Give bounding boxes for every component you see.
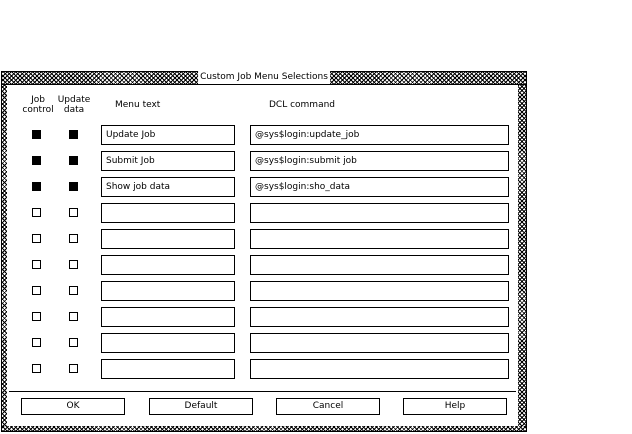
window-title: Custom Job Menu Selections <box>200 72 328 82</box>
job-control-checkbox[interactable] <box>32 130 41 139</box>
job-control-checkbox[interactable] <box>32 312 41 321</box>
menu-text-field[interactable]: Submit Job <box>101 151 235 171</box>
update-data-checkbox[interactable] <box>69 208 78 217</box>
dialog-content <box>7 85 518 426</box>
menu-text-field[interactable] <box>101 203 235 223</box>
update-data-checkbox[interactable] <box>69 286 78 295</box>
update-data-checkbox[interactable] <box>69 182 78 191</box>
menu-text-field[interactable] <box>101 281 235 301</box>
menu-text-field[interactable] <box>101 333 235 353</box>
dcl-command-field[interactable] <box>250 333 509 353</box>
update-data-checkbox[interactable] <box>69 260 78 269</box>
menu-text-field[interactable] <box>101 229 235 249</box>
menu-text-field[interactable] <box>101 307 235 327</box>
update-data-checkbox[interactable] <box>69 234 78 243</box>
menu-text-field[interactable] <box>101 255 235 275</box>
title-bar[interactable] <box>2 72 526 85</box>
update-data-checkbox[interactable] <box>69 130 78 139</box>
dcl-command-field[interactable] <box>250 203 509 223</box>
separator <box>9 391 516 392</box>
job-control-checkbox[interactable] <box>32 156 41 165</box>
dcl-command-field[interactable] <box>250 307 509 327</box>
update-data-checkbox[interactable] <box>69 156 78 165</box>
header-dcl-command: DCL command <box>269 100 336 110</box>
header-menu-text: Menu text <box>115 100 161 110</box>
dcl-command-field[interactable]: @sys$login:submit job <box>250 151 509 171</box>
update-data-checkbox[interactable] <box>69 338 78 347</box>
dcl-command-field[interactable] <box>250 281 509 301</box>
job-control-checkbox[interactable] <box>32 208 41 217</box>
menu-text-field[interactable]: Update Job <box>101 125 235 145</box>
job-control-checkbox[interactable] <box>32 260 41 269</box>
default-button[interactable]: Default <box>149 398 253 415</box>
custom-job-menu-dialog <box>1 71 527 432</box>
menu-text-field[interactable] <box>101 359 235 379</box>
dcl-command-field[interactable]: @sys$login:sho_data <box>250 177 509 197</box>
cancel-button[interactable]: Cancel <box>276 398 380 415</box>
header-update-data: Update data <box>57 95 91 115</box>
dcl-command-field[interactable] <box>250 229 509 249</box>
update-data-checkbox[interactable] <box>69 312 78 321</box>
dcl-command-field[interactable]: @sys$login:update_job <box>250 125 509 145</box>
job-control-checkbox[interactable] <box>32 182 41 191</box>
job-control-checkbox[interactable] <box>32 364 41 373</box>
dcl-command-field[interactable] <box>250 359 509 379</box>
header-job-control: Job control <box>22 95 54 115</box>
window-frame-right[interactable] <box>518 85 526 431</box>
job-control-checkbox[interactable] <box>32 286 41 295</box>
job-control-checkbox[interactable] <box>32 338 41 347</box>
help-button[interactable]: Help <box>403 398 507 415</box>
job-control-checkbox[interactable] <box>32 234 41 243</box>
ok-button[interactable]: OK <box>21 398 125 415</box>
window-frame-bottom[interactable] <box>2 426 526 431</box>
update-data-checkbox[interactable] <box>69 364 78 373</box>
menu-text-field[interactable]: Show job data <box>101 177 235 197</box>
dcl-command-field[interactable] <box>250 255 509 275</box>
